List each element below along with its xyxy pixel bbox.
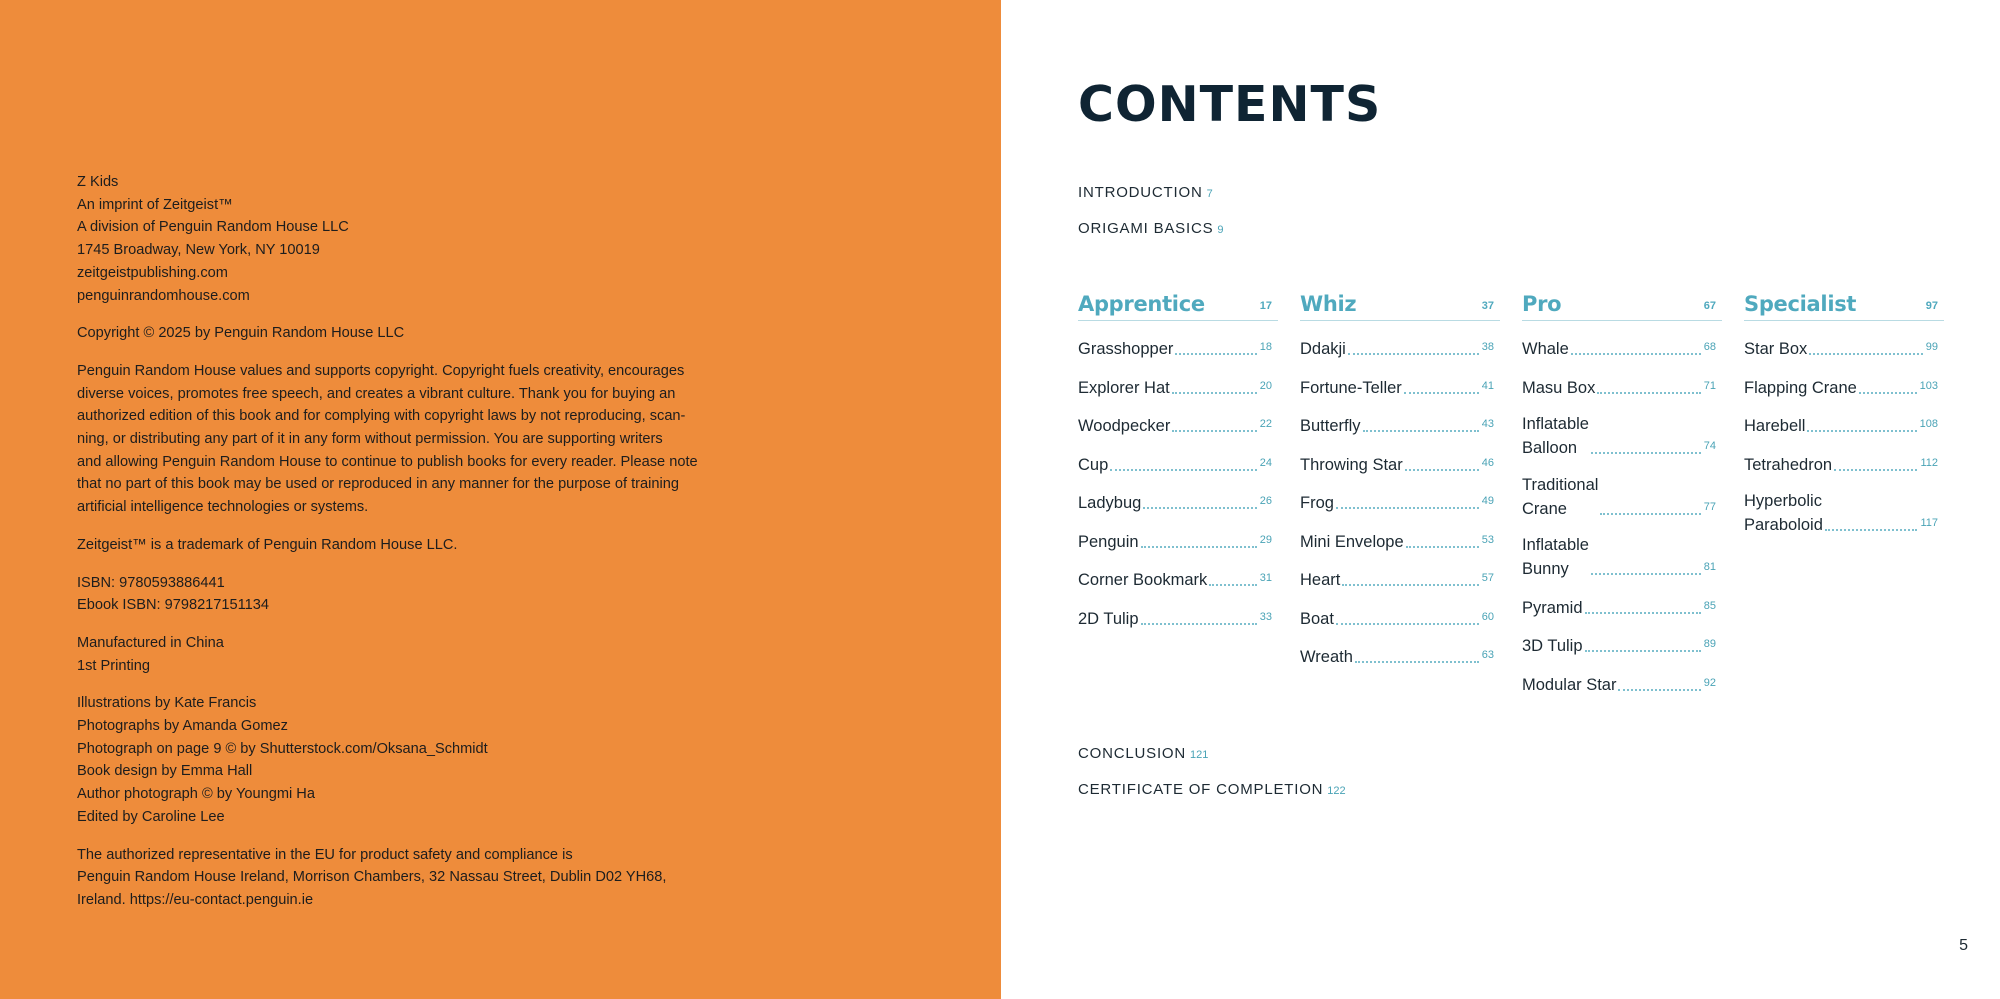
section-page: 67 [1703,300,1716,312]
manufacture-block [77,632,717,677]
dot-leader [1348,353,1479,355]
toc-entry[interactable] [1522,335,1722,361]
dot-leader [1172,430,1256,432]
toc-entry[interactable] [1300,643,1500,669]
toc-entry-page: 77 [1703,500,1716,513]
eu-representative-block [77,844,717,912]
toc-entry-label: Ddakji [1300,340,1346,358]
section-header [1078,286,1278,321]
toc-entry-page: 46 [1481,456,1494,469]
toc-entry[interactable] [1300,528,1500,554]
toc-entry-page: 31 [1259,572,1272,584]
dot-leader [1336,623,1479,625]
rights-paragraph [77,360,717,519]
toc-entry-label: CERTIFICATE OF COMPLETION [1078,781,1324,798]
toc-entry-label: Mini Envelope [1300,532,1404,551]
toc-entry[interactable] [1078,335,1278,361]
toc-entry-label: Frog [1300,494,1334,512]
page-title: CONTENTS [1078,76,1382,133]
dot-leader [1600,513,1700,515]
rights-line: authorized edition of this book and for complying with copyright laws by not reproducing, scan- [77,408,686,425]
toc-entry-label: Inflatable Balloon [1522,415,1589,457]
toc-entry-page: 122 [1327,785,1346,797]
toc-entry-label: 2D Tulip [1078,609,1139,628]
toc-entry[interactable] [1300,605,1500,631]
toc-entry[interactable] [1522,412,1722,460]
section-title: Pro [1522,292,1562,316]
manufacture-line: Manufactured in China [77,634,224,651]
toc-entry-label: Heart [1300,571,1341,589]
toc-entry-page: 24 [1259,456,1272,469]
toc-entry[interactable] [1078,528,1278,554]
toc-entry-page: 57 [1481,572,1494,584]
contents-page [1001,0,2000,999]
toc-entry-label: Corner Bookmark [1078,571,1208,589]
toc-entry-page: 63 [1481,649,1494,661]
toc-entry-page: 112 [1920,456,1938,469]
dot-leader [1143,507,1256,509]
toc-entry-page: 22 [1259,418,1272,430]
toc-entry-certificate[interactable] [1078,781,1346,798]
dot-leader [1363,430,1479,432]
trademark-line: Zeitgeist™ is a trademark of Penguin Random House LLC. [77,536,458,553]
toc-entry[interactable] [1522,374,1722,400]
toc-entry-label: Modular Star [1522,675,1617,694]
toc-entry[interactable] [1078,566,1278,592]
toc-entry-page: 38 [1481,341,1494,353]
dot-leader [1141,546,1257,548]
address-line: 1745 Broadway, New York, NY 10019 [77,242,320,259]
toc-entry[interactable] [1744,335,1944,361]
toc-entry-label: Whale [1522,340,1569,358]
rights-line: diverse voices, promotes free speech, and creates a vibrant culture. Thank you for buying an [77,385,676,402]
toc-entry[interactable] [1522,473,1722,521]
toc-entry-page: 7 [1206,188,1213,200]
dot-leader [1807,430,1916,432]
toc-entry-page: 74 [1703,440,1716,452]
toc-entry-conclusion[interactable] [1078,745,1208,762]
toc-entry-introduction[interactable] [1078,184,1213,201]
toc-entry-label: Throwing Star [1300,455,1403,474]
dot-leader [1355,661,1479,663]
toc-entry-page: 26 [1259,495,1272,507]
toc-entry[interactable] [1522,533,1722,581]
toc-entry-page: 92 [1703,676,1716,689]
toc-entry-page: 85 [1703,599,1716,612]
dot-leader [1209,584,1256,586]
dot-leader [1175,353,1256,355]
toc-entry-page: 81 [1703,561,1716,573]
dot-leader [1336,507,1479,509]
credits-block [77,692,717,828]
dot-leader [1591,573,1701,575]
toc-entry-label: Grasshopper [1078,340,1174,358]
toc-entry-label: Ladybug [1078,494,1142,512]
dot-leader [1585,650,1701,652]
section-pro [1522,286,1722,709]
toc-entry[interactable] [1744,412,1944,438]
isbn-line: ISBN: 9780593886441 [77,574,225,591]
toc-entry-page: 103 [1919,379,1938,392]
toc-entry-label: Cup [1078,455,1109,474]
dot-leader [1585,612,1701,614]
toc-entry[interactable] [1300,566,1500,592]
dot-leader [1591,452,1701,454]
section-header [1522,286,1722,321]
toc-entry[interactable] [1300,335,1500,361]
toc-entry[interactable] [1744,451,1944,477]
toc-entry-label: Masu Box [1522,378,1596,397]
address-line: zeitgeistpublishing.com [77,264,228,281]
address-line: A division of Penguin Random House LLC [77,219,349,236]
toc-entry-label: Hyperbolic Paraboloid [1744,492,1823,534]
isbn-block [77,572,717,617]
toc-entry[interactable] [1078,451,1278,477]
toc-entry[interactable] [1522,594,1722,620]
section-title: Whiz [1300,292,1357,316]
rights-line: that no part of this book may be used or reproduced in any manner for the purpose of training [77,476,679,493]
toc-entry-page: 20 [1259,379,1272,392]
address-line: penguinrandomhouse.com [77,287,250,304]
toc-entry[interactable] [1522,632,1722,658]
printing-line: 1st Printing [77,657,151,674]
imprint-text [77,171,717,927]
toc-entry-page: 41 [1481,379,1494,392]
section-page: 17 [1259,300,1272,312]
rights-line: artificial intelligence technologies or systems. [77,499,369,516]
toc-entry-page: 53 [1481,533,1494,546]
dot-leader [1571,353,1701,355]
toc-entry-page: 89 [1703,638,1716,650]
toc-entry[interactable] [1300,489,1500,515]
toc-entry-label: Boat [1300,609,1334,628]
toc-entry-page: 18 [1259,341,1272,353]
address-line: Z Kids [77,174,119,190]
toc-entry-label: Wreath [1300,648,1353,666]
toc-entry-label: CONCLUSION [1078,745,1187,762]
eu-line: Penguin Random House Ireland, Morrison Chambers, 32 Nassau Street, Dublin D02 YH68, [77,869,667,886]
dot-leader [1834,469,1917,471]
rights-line: and allowing Penguin Random House to continue to publish books for every reader. Please note [77,453,698,470]
toc-entry-page: 99 [1925,341,1938,353]
dot-leader [1597,392,1700,394]
section-header [1744,286,1944,321]
toc-entry-page: 68 [1703,341,1716,353]
dot-leader [1618,689,1700,691]
toc-entry-page: 49 [1481,495,1494,507]
toc-entry-label: Harebell [1744,417,1806,435]
toc-entry-page: 117 [1920,517,1938,529]
toc-entry-label: Butterfly [1300,417,1361,435]
credit-line: Illustrations by Kate Francis [77,695,257,712]
section-apprentice [1078,286,1278,643]
credit-line: Photographs by Amanda Gomez [77,718,288,735]
section-title: Apprentice [1078,292,1205,316]
toc-entry-page: 71 [1703,379,1716,392]
toc-entry[interactable] [1300,451,1500,477]
dot-leader [1110,469,1256,471]
credit-line: Photograph on page 9 © by Shutterstock.com/Oksana_Schmidt [77,740,488,757]
toc-entry[interactable] [1744,489,1944,537]
section-header [1300,286,1500,321]
dot-leader [1172,392,1257,394]
toc-entry[interactable] [1078,489,1278,515]
toc-entry-page: 121 [1190,749,1209,761]
toc-entry-label: Woodpecker [1078,417,1171,435]
address-line: An imprint of Zeitgeist™ [77,196,233,213]
toc-entry-label: ORIGAMI BASICS [1078,220,1214,237]
dot-leader [1141,623,1257,625]
ebook-isbn-line: Ebook ISBN: 9798217151134 [77,597,270,614]
toc-entry-label: Tetrahedron [1744,455,1833,474]
toc-entry[interactable] [1300,412,1500,438]
dot-leader [1404,392,1479,394]
toc-entry-page: 9 [1217,224,1224,236]
copyright-line: Copyright © 2025 by Penguin Random House LLC [77,325,405,342]
dot-leader [1809,353,1922,355]
rights-line: ning, or distributing any part of it in any form without permission. You are supporting writers [77,431,663,448]
toc-entry-label: Pyramid [1522,598,1583,617]
toc-entry-label: 3D Tulip [1522,637,1583,655]
section-whiz [1300,286,1500,682]
eu-line: Ireland. https://eu-contact.penguin.ie [77,891,314,908]
toc-entry-origami-basics[interactable] [1078,220,1224,237]
toc-entry-label: Inflatable Bunny [1522,536,1589,578]
page-number: 5 [1959,937,1968,954]
toc-entry-label: Traditional Crane [1522,475,1599,518]
toc-entry[interactable] [1078,374,1278,400]
toc-entry-page: 33 [1259,610,1272,623]
rights-line: Penguin Random House values and supports copyright. Copyright fuels creativity, encourages [77,362,685,379]
toc-entry[interactable] [1078,412,1278,438]
toc-entry-label: Penguin [1078,532,1139,551]
toc-entry-page: 29 [1259,533,1272,546]
toc-entry[interactable] [1300,374,1500,400]
toc-entry-label: Star Box [1744,340,1808,358]
credit-line: Edited by Caroline Lee [77,808,225,825]
eu-line: The authorized representative in the EU for product safety and compliance is [77,846,573,863]
dot-leader [1825,529,1918,531]
dot-leader [1342,584,1478,586]
toc-entry[interactable] [1078,605,1278,631]
toc-entry-page: 60 [1481,610,1494,623]
section-page: 37 [1481,300,1494,312]
toc-entry-page: 43 [1481,418,1494,430]
section-specialist [1744,286,1944,550]
credit-line: Book design by Emma Hall [77,763,253,780]
toc-entry-label: Flapping Crane [1744,378,1857,397]
toc-entry-label: INTRODUCTION [1078,184,1203,201]
dot-leader [1406,546,1479,548]
publisher-address [77,171,717,307]
toc-entry-label: Fortune-Teller [1300,378,1402,397]
credit-line: Author photograph © by Youngmi Ha [77,786,315,803]
toc-entry-label: Explorer Hat [1078,378,1170,397]
dot-leader [1405,469,1479,471]
toc-entry[interactable] [1522,671,1722,697]
dot-leader [1859,392,1917,394]
section-page: 97 [1925,300,1938,312]
section-title: Specialist [1744,292,1857,316]
toc-entry-page: 108 [1919,418,1938,430]
toc-entry[interactable] [1744,374,1944,400]
